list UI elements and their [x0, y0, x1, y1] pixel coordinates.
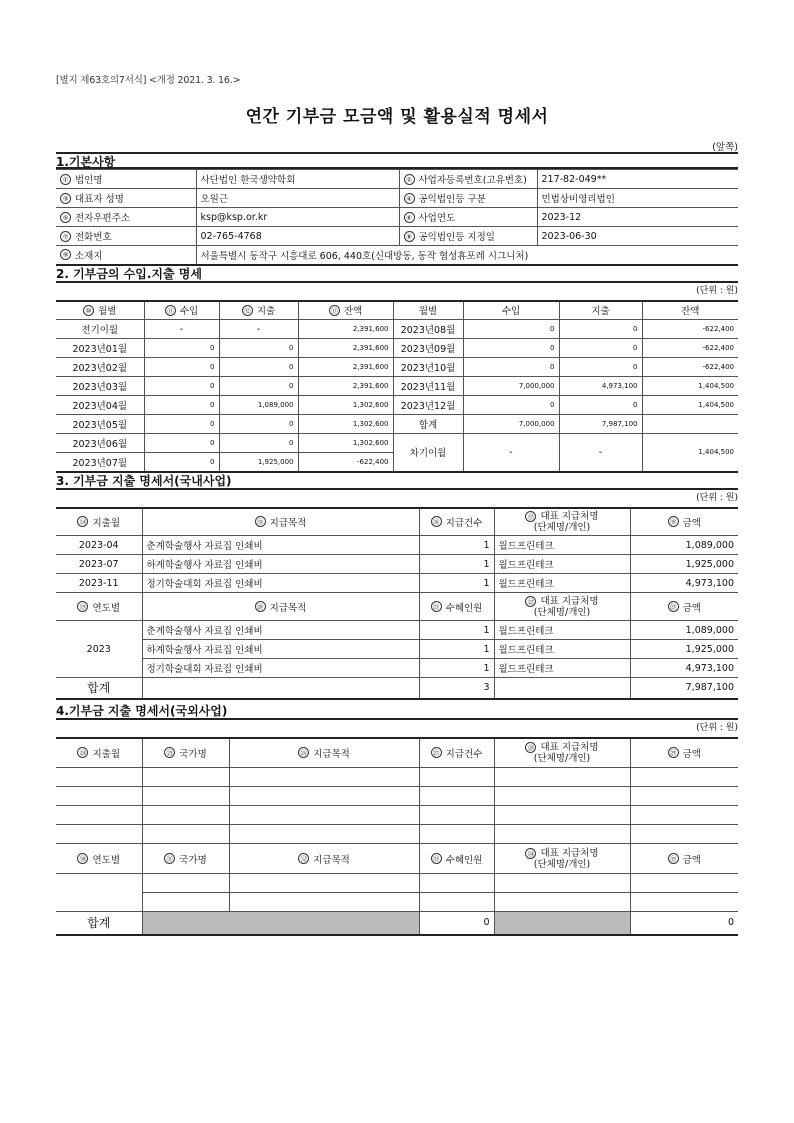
empty-cell — [630, 825, 738, 844]
month-cell: 2023-07 — [56, 555, 142, 574]
empty-cell — [419, 893, 494, 912]
income-cell: 0 — [144, 453, 219, 472]
income-cell: 0 — [144, 377, 219, 396]
balance-cell: -622,400 — [298, 453, 393, 472]
section2-title: 2. 기부금의 수입.지출 명세 — [56, 266, 738, 283]
empty-row — [56, 768, 738, 787]
circled-number-icon: ⑲ — [77, 601, 88, 612]
header-label: 지급목적 — [269, 517, 307, 529]
field-value: 217-82-049** — [537, 170, 738, 189]
empty-cell — [494, 893, 630, 912]
balance-cell: 2,391,600 — [298, 358, 393, 377]
expense-cell: 7,987,100 — [559, 415, 642, 434]
expense-cell: 0 — [559, 339, 642, 358]
table-header-row — [56, 844, 738, 874]
table-row — [56, 396, 738, 415]
field-label: 전화번호 — [75, 232, 112, 243]
month-cell: 2023-11 — [56, 574, 142, 593]
circled-number-icon: ⑮ — [255, 516, 266, 527]
empty-cell — [419, 825, 494, 844]
month-cell: 2023년11월 — [393, 377, 463, 396]
table-row — [56, 434, 738, 453]
header-label-sub: (단체명/개인) — [533, 521, 591, 533]
table-row — [56, 339, 738, 358]
circled-number-icon: ⑭ — [77, 516, 88, 527]
purpose-cell: 하계학술행사 자료집 인쇄비 — [142, 555, 419, 574]
shaded-cell — [142, 912, 419, 935]
month-cell: 합계 — [393, 415, 463, 434]
page-title: 연간 기부금 모금액 및 활용실적 명세서 — [245, 107, 549, 127]
income-cell: 0 — [144, 358, 219, 377]
address-row — [56, 246, 738, 265]
empty-cell — [142, 825, 229, 844]
empty-cell — [630, 806, 738, 825]
circled-number-icon: ㉔ — [77, 747, 88, 758]
field-label: 공익법인등 구분 — [418, 194, 486, 205]
address-num-icon: ⑨ — [60, 249, 71, 260]
circled-number-icon: ⑩ — [83, 305, 94, 316]
table-row — [56, 377, 738, 396]
circled-number-icon: ⑪ — [165, 305, 176, 316]
empty-cell — [419, 874, 494, 893]
empty-cell — [229, 768, 419, 787]
income-expense-table — [56, 300, 738, 473]
expense-cell: 1,925,000 — [219, 453, 298, 472]
empty-row — [56, 787, 738, 806]
count-cell: 1 — [419, 659, 494, 678]
header-label: 지출월 — [92, 517, 121, 529]
balance-cell: -622,400 — [642, 320, 738, 339]
circled-number-icon: ㉕ — [164, 747, 175, 758]
expense-cell: 0 — [219, 377, 298, 396]
empty-cell — [56, 874, 142, 912]
payee-cell: 월드프린테크 — [494, 555, 630, 574]
expense-cell: 0 — [559, 396, 642, 415]
shaded-cell — [494, 912, 630, 935]
empty-cell — [630, 874, 738, 893]
empty-cell — [229, 787, 419, 806]
table-header-row — [56, 593, 738, 621]
payee-cell: 월드프린테크 — [494, 659, 630, 678]
empty-cell — [494, 874, 630, 893]
total-amount: 0 — [630, 912, 738, 935]
empty-cell — [229, 825, 419, 844]
header-label: 월별 — [393, 301, 463, 320]
carry-income: - — [463, 434, 559, 472]
circled-number-icon: ㉙ — [668, 747, 679, 758]
header-label: 지급건수 — [445, 517, 483, 529]
empty-cell — [56, 768, 142, 787]
header-label: 연도별 — [92, 854, 121, 866]
balance-cell: 2,391,600 — [298, 377, 393, 396]
income-cell: 0 — [463, 358, 559, 377]
circled-number-icon: ④ — [404, 193, 415, 204]
amount-cell: 1,089,000 — [630, 621, 738, 640]
carry-expense: - — [559, 434, 642, 472]
month-cell: 2023년07월 — [56, 453, 144, 472]
header-label: 지급목적 — [313, 748, 350, 760]
circled-number-icon: ㉑ — [431, 601, 442, 612]
circled-number-icon: ㉖ — [298, 747, 309, 758]
total-label: 합계 — [56, 678, 142, 699]
circled-number-icon: ㉘ — [525, 742, 536, 753]
month-cell: 2023년03월 — [56, 377, 144, 396]
circled-number-icon: ⑱ — [668, 516, 679, 527]
amount-cell: 4,973,100 — [630, 574, 738, 593]
form-number: [별지 제63호의7서식] <개정 2021. 3. 16.> — [56, 75, 241, 86]
empty-cell — [229, 806, 419, 825]
empty-cell — [419, 768, 494, 787]
section2-unit: (단위 : 원) — [696, 285, 738, 296]
empty-cell — [142, 893, 229, 912]
empty-row — [56, 806, 738, 825]
month-cell: 2023년02월 — [56, 358, 144, 377]
expense-cell: 0 — [559, 320, 642, 339]
amount-cell: 1,089,000 — [630, 536, 738, 555]
purpose-cell: 춘계학술행사 자료집 인쇄비 — [142, 536, 419, 555]
expense-cell: 0 — [219, 339, 298, 358]
month-cell: 2023년12월 — [393, 396, 463, 415]
address-label: 소재지 — [75, 250, 103, 262]
payee-cell: 월드프린테크 — [494, 621, 630, 640]
circled-number-icon: ㉗ — [431, 747, 442, 758]
field-value: 민법상비영리법인 — [537, 189, 738, 208]
table-row — [56, 659, 738, 678]
header-label: 월별 — [98, 306, 117, 318]
field-value: 2023-12 — [537, 208, 738, 227]
circled-number-icon: ㉛ — [164, 853, 175, 864]
month-cell: 2023년06월 — [56, 434, 144, 453]
count-cell: 1 — [419, 555, 494, 574]
basic-info-table — [56, 169, 738, 266]
circled-number-icon: ⑧ — [404, 231, 415, 242]
field-value: ksp@ksp.or.kr — [196, 208, 399, 227]
header-label: 대표 지급처명 — [540, 510, 599, 522]
header-label: 수입 — [179, 306, 199, 318]
amount-cell: 1,925,000 — [630, 555, 738, 574]
table-header-row — [56, 508, 738, 536]
payee-cell: 월드프린테크 — [494, 640, 630, 659]
balance-cell: -622,400 — [642, 339, 738, 358]
total-count: 0 — [419, 912, 494, 935]
total-label: 합계 — [56, 912, 142, 935]
header-label: 금액 — [682, 854, 701, 866]
table-row — [56, 415, 738, 434]
circled-number-icon: ⑳ — [255, 601, 266, 612]
payee-cell: 월드프린테크 — [494, 536, 630, 555]
expense-cell: 4,973,100 — [559, 377, 642, 396]
expense-cell: 0 — [219, 434, 298, 453]
field-value: 02-765-4768 — [196, 227, 399, 246]
income-cell: 0 — [144, 434, 219, 453]
empty-row — [56, 825, 738, 844]
field-label: 대표자 성명 — [75, 194, 124, 205]
expense-cell: 0 — [219, 415, 298, 434]
header-label: 대표 지급처명 — [540, 741, 599, 753]
income-cell: 7,000,000 — [463, 415, 559, 434]
empty-cell — [142, 787, 229, 806]
header-label: 수혜인원 — [445, 602, 483, 614]
empty-cell — [494, 768, 630, 787]
header-label: 대표 지급처명 — [540, 847, 599, 859]
balance-cell: 1,404,500 — [642, 396, 738, 415]
carry-balance: 1,404,500 — [642, 434, 738, 472]
header-label: 연도별 — [92, 602, 121, 614]
month-cell: 2023-04 — [56, 536, 142, 555]
empty-cell — [494, 678, 630, 699]
empty-cell — [419, 806, 494, 825]
table-row — [56, 555, 738, 574]
empty-cell — [56, 825, 142, 844]
circled-number-icon: ㉚ — [77, 853, 88, 864]
balance-cell: 1,404,500 — [642, 377, 738, 396]
overseas-expense-table — [56, 737, 738, 936]
header-label: 수혜인원 — [445, 854, 483, 866]
balance-cell: 1,302,600 — [298, 434, 393, 453]
circled-number-icon: ㉟ — [668, 853, 679, 864]
header-label: 금액 — [682, 602, 701, 614]
income-cell: 0 — [144, 396, 219, 415]
empty-cell — [56, 787, 142, 806]
empty-cell — [142, 678, 419, 699]
total-row — [56, 678, 738, 699]
circled-number-icon: ㉞ — [525, 848, 536, 859]
header-label: 지출 — [256, 306, 276, 318]
income-cell: - — [144, 320, 219, 339]
circled-number-icon: ⑯ — [431, 516, 442, 527]
purpose-cell: 춘계학술행사 자료집 인쇄비 — [142, 621, 419, 640]
balance-cell — [642, 415, 738, 434]
count-cell: 1 — [419, 621, 494, 640]
income-cell: 0 — [463, 396, 559, 415]
count-cell: 1 — [419, 640, 494, 659]
income-cell: 7,000,000 — [463, 377, 559, 396]
income-cell: 0 — [144, 415, 219, 434]
circled-number-icon: ① — [60, 174, 71, 185]
field-label: 사업연도 — [418, 213, 456, 224]
circled-number-icon: ⑦ — [60, 231, 71, 242]
circled-number-icon: ② — [404, 174, 415, 185]
amount-cell: 1,925,000 — [630, 640, 738, 659]
balance-cell: 2,391,600 — [298, 339, 393, 358]
empty-cell — [229, 874, 419, 893]
basic-info-row — [56, 189, 738, 208]
circled-number-icon: ⑬ — [329, 305, 340, 316]
basic-info-row — [56, 208, 738, 227]
header-label: 금액 — [682, 748, 701, 760]
month-cell: 2023년04월 — [56, 396, 144, 415]
count-cell: 1 — [419, 574, 494, 593]
month-cell: 2023년08월 — [393, 320, 463, 339]
header-label: 국가명 — [179, 854, 207, 866]
carry-label: 차기이월 — [393, 434, 463, 472]
header-label-sub: (단체명/개인) — [533, 606, 591, 618]
table-header-row — [56, 301, 738, 320]
income-cell: 0 — [463, 320, 559, 339]
basic-info-row — [56, 227, 738, 246]
month-cell: 2023년05월 — [56, 415, 144, 434]
circled-number-icon: ⑫ — [242, 305, 253, 316]
empty-row — [56, 874, 738, 893]
section4-title: 4.기부금 지출 명세서(국외사업) — [56, 703, 738, 720]
circled-number-icon: ③ — [60, 193, 71, 204]
header-label: 지급목적 — [269, 602, 307, 614]
circled-number-icon: ⑤ — [60, 212, 71, 223]
table-row — [56, 574, 738, 593]
expense-cell: 0 — [219, 358, 298, 377]
header-label: 국가명 — [179, 748, 207, 760]
empty-cell — [419, 787, 494, 806]
count-cell: 1 — [419, 536, 494, 555]
field-value: 2023-06-30 — [537, 227, 738, 246]
year-cell: 2023 — [56, 621, 142, 678]
empty-cell — [630, 787, 738, 806]
purpose-cell: 정기학술대회 자료집 인쇄비 — [142, 574, 419, 593]
empty-cell — [494, 825, 630, 844]
section1-title: 1.기본사항 — [56, 152, 738, 169]
month-cell: 전기이월 — [56, 320, 144, 339]
field-label: 전자우편주소 — [75, 213, 131, 224]
balance-cell: 1,302,600 — [298, 396, 393, 415]
header-label-sub: (단체명/개인) — [533, 858, 591, 870]
header-label: 잔액 — [642, 301, 738, 320]
header-label: 지급건수 — [445, 748, 483, 760]
balance-cell: 2,391,600 — [298, 320, 393, 339]
field-label: 공익법인등 지정일 — [418, 232, 495, 243]
empty-cell — [630, 768, 738, 787]
table-row — [56, 621, 738, 640]
header-label: 잔액 — [343, 306, 363, 318]
month-cell: 2023년01월 — [56, 339, 144, 358]
field-label: 사업자등록번호(고유번호) — [418, 175, 527, 186]
section3-unit: (단위 : 원) — [696, 492, 738, 503]
purpose-cell: 하계학술행사 자료집 인쇄비 — [142, 640, 419, 659]
page-side-label: (앞쪽) — [712, 142, 738, 153]
amount-cell: 4,973,100 — [630, 659, 738, 678]
circled-number-icon: ㉓ — [668, 601, 679, 612]
table-row — [56, 640, 738, 659]
income-cell: 0 — [144, 339, 219, 358]
total-row — [56, 912, 738, 935]
income-cell: 0 — [463, 339, 559, 358]
circled-number-icon: ㉜ — [298, 853, 309, 864]
month-cell: 2023년10월 — [393, 358, 463, 377]
balance-cell: 1,302,600 — [298, 415, 393, 434]
total-count: 3 — [419, 678, 494, 699]
table-row — [56, 536, 738, 555]
empty-cell — [56, 806, 142, 825]
header-label: 수입 — [463, 301, 559, 320]
empty-cell — [142, 806, 229, 825]
header-label-sub: (단체명/개인) — [533, 752, 591, 764]
empty-cell — [494, 806, 630, 825]
empty-cell — [630, 893, 738, 912]
section3-title: 3. 기부금 지출 명세서(국내사업) — [56, 473, 738, 490]
header-label: 대표 지급처명 — [540, 595, 599, 607]
circled-number-icon: ㉒ — [525, 596, 536, 607]
header-label: 지출월 — [92, 748, 121, 760]
empty-cell — [142, 768, 229, 787]
payee-cell: 월드프린테크 — [494, 574, 630, 593]
purpose-cell: 정기학술대회 자료집 인쇄비 — [142, 659, 419, 678]
address-value: 서울특별시 동작구 시흥대로 606, 440호(신대방동, 동작 협성휴포레 시그니처) — [196, 246, 738, 265]
empty-row — [56, 893, 738, 912]
month-cell: 2023년09월 — [393, 339, 463, 358]
field-value: 사단법인 한국생약학회 — [196, 170, 399, 189]
table-row — [56, 358, 738, 377]
total-amount: 7,987,100 — [630, 678, 738, 699]
header-label: 금액 — [682, 517, 701, 529]
table-header-row — [56, 738, 738, 768]
table-row — [56, 320, 738, 339]
expense-cell: 1,089,000 — [219, 396, 298, 415]
circled-number-icon: ⑥ — [404, 212, 415, 223]
field-label: 법인명 — [75, 175, 103, 186]
header-label: 지급목적 — [313, 854, 350, 866]
form-page — [56, 72, 738, 936]
circled-number-icon: ⑰ — [525, 511, 536, 522]
circled-number-icon: ㉝ — [431, 853, 442, 864]
basic-info-row — [56, 170, 738, 189]
header-label: 지출 — [559, 301, 642, 320]
expense-cell: - — [219, 320, 298, 339]
domestic-expense-table — [56, 507, 738, 700]
balance-cell: -622,400 — [642, 358, 738, 377]
empty-cell — [494, 787, 630, 806]
empty-cell — [142, 874, 229, 893]
field-value: 오원근 — [196, 189, 399, 208]
empty-cell — [229, 893, 419, 912]
expense-cell: 0 — [559, 358, 642, 377]
section4-unit: (단위 : 원) — [696, 722, 738, 733]
